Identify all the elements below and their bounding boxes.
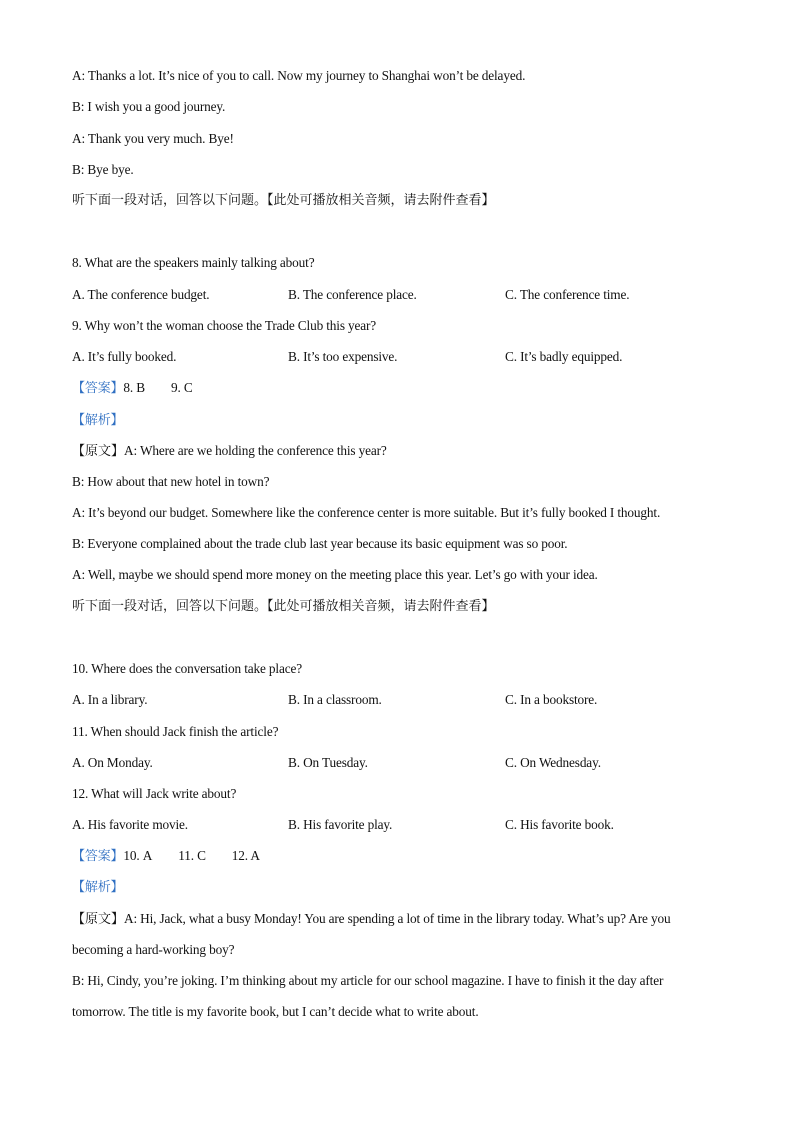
analysis-heading — [72, 878, 123, 897]
option-b: B. It’s too expensive. — [288, 349, 398, 364]
option-b: B. The conference place. — [288, 287, 417, 302]
option-c: C. In a bookstore. — [505, 692, 598, 707]
option-a: A. On Monday. — [72, 755, 153, 770]
answer-value: 9. C — [170, 380, 193, 395]
option-c: C. On Wednesday. — [505, 755, 601, 770]
question-11: 11. When should Jack finish the article? — [72, 724, 279, 739]
option-a: A. The conference budget. — [72, 287, 210, 302]
transcript-line: B: Hi, Cindy, you’re joking. I’m thinking about my article for our school magazine. I have to finish it the day after — [72, 973, 664, 988]
option-b: B. On Tuesday. — [288, 755, 368, 770]
question-8: 8. What are the speakers mainly talking about? — [72, 255, 315, 270]
dialog-line: B: I wish you a good journey. — [72, 99, 226, 114]
option-a: A. It’s fully booked. — [72, 349, 177, 364]
analysis-heading — [72, 411, 123, 430]
transcript-line: A: Well, maybe we should spend more money on the meeting place this year. Let’s go with your idea. — [72, 567, 598, 582]
original-tag: 【原文】 — [72, 912, 125, 927]
option-a: A. His favorite movie. — [72, 817, 188, 832]
analysis-tag: 【解析】 — [72, 413, 124, 428]
option-a: A. In a library. — [72, 692, 148, 707]
question-12: 12. What will Jack write about? — [72, 786, 237, 801]
answer-line — [72, 379, 193, 398]
dialog-line: A: Thanks a lot. It’s nice of you to call. Now my journey to Shanghai won’t be delayed. — [72, 68, 526, 83]
answer-value: 12. A — [231, 848, 260, 863]
dialog-line: B: Bye bye. — [72, 162, 134, 177]
question-10: 10. Where does the conversation take place? — [72, 661, 302, 676]
dialog-line: A: Thank you very much. Bye! — [72, 131, 234, 146]
analysis-tag: 【解析】 — [72, 880, 124, 895]
answer-value: 10. A — [123, 848, 153, 863]
option-c: C. The conference time. — [505, 287, 630, 302]
transcript-text: A: Hi, Jack, what a busy Monday! You are spending a lot of time in the library today. What’s up? Are you — [124, 911, 671, 926]
answer-tag: 【答案】 — [72, 381, 124, 396]
transcript-line — [72, 442, 387, 461]
option-c: C. His favorite book. — [505, 817, 614, 832]
transcript-line — [72, 910, 670, 929]
transcript-text: A: Where are we holding the conference this year? — [124, 443, 387, 458]
original-tag: 【原文】 — [72, 444, 125, 459]
listening-instruction: 听下面一段对话，回答以下问题。【此处可播放相关音频，请去附件查看】 — [72, 599, 495, 614]
answer-tag: 【答案】 — [72, 849, 124, 864]
answer-value: 11. C — [178, 848, 206, 863]
transcript-line: B: How about that new hotel in town? — [72, 474, 270, 489]
transcript-line: B: Everyone complained about the trade club last year because its basic equipment was so poor. — [72, 536, 568, 551]
option-b: B. In a classroom. — [288, 692, 382, 707]
listening-instruction: 听下面一段对话，回答以下问题。【此处可播放相关音频，请去附件查看】 — [72, 193, 495, 208]
transcript-line: becoming a hard-working boy? — [72, 942, 235, 957]
transcript-line: A: It’s beyond our budget. Somewhere like the conference center is more suitable. But it’s fully booked I thought. — [72, 505, 661, 520]
answer-line — [72, 847, 260, 866]
transcript-line: tomorrow. The title is my favorite book, but I can’t decide what to write about. — [72, 1004, 479, 1019]
question-9: 9. Why won’t the woman choose the Trade Club this year? — [72, 318, 377, 333]
option-b: B. His favorite play. — [288, 817, 393, 832]
answer-value: 8. B — [123, 380, 145, 395]
option-c: C. It’s badly equipped. — [505, 349, 623, 364]
